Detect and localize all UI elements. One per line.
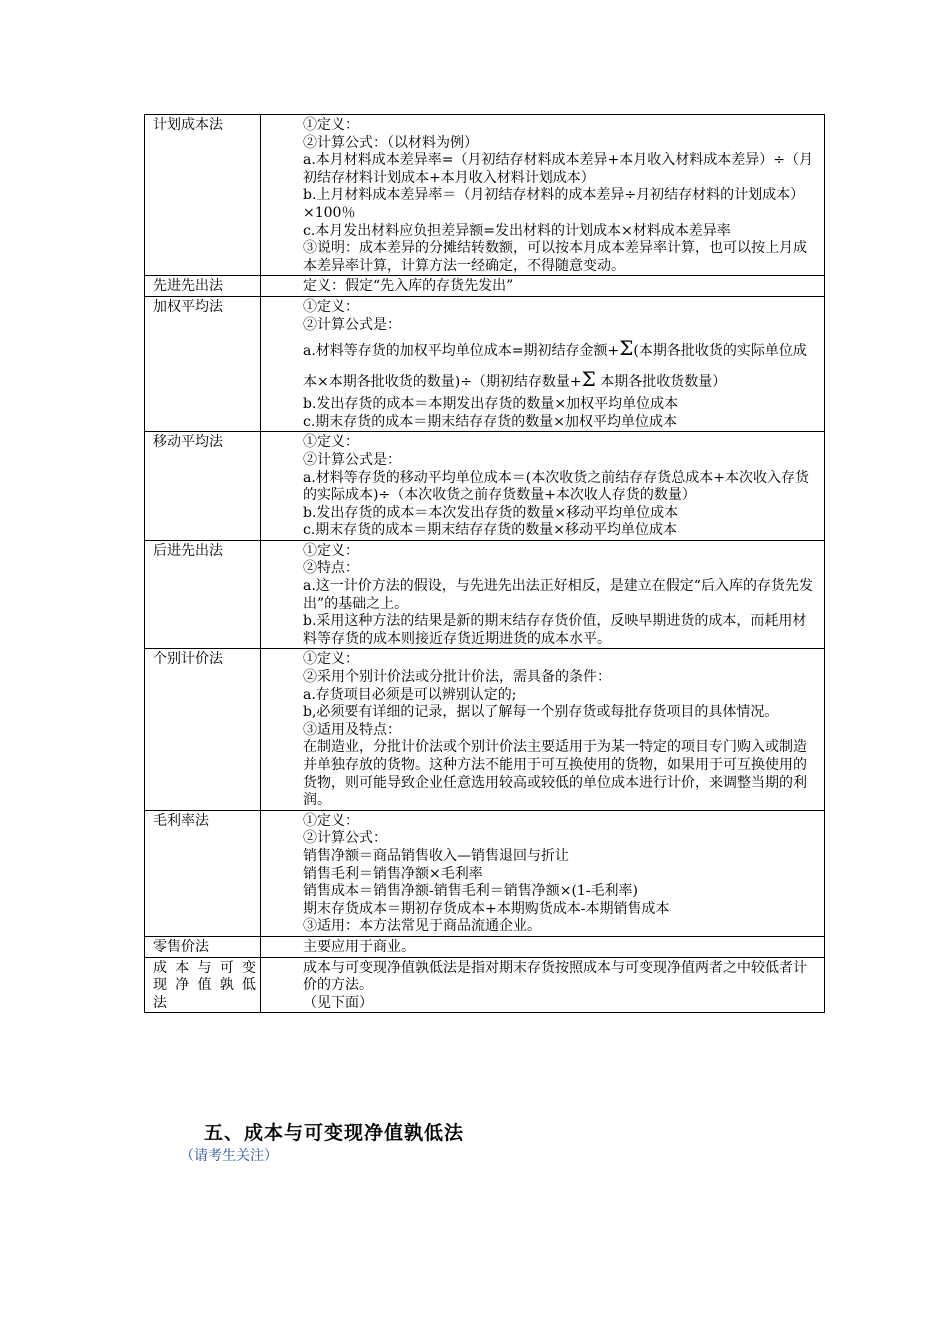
content-text: （见下面） [303, 994, 373, 1011]
content-text: 销售净额＝商品销售收入—销售退回与折让 [303, 847, 569, 864]
inventory-methods-table [144, 114, 825, 1013]
method-name: 毛利率法 [153, 812, 209, 829]
content-line [270, 522, 816, 540]
content-text: 本期各批收货数量） [595, 374, 727, 391]
content-text: c.期末存货的成本＝期末结存存货的数量×移动平均单位成本 [303, 522, 678, 539]
content-line [270, 396, 816, 414]
table-row [145, 649, 825, 810]
content-line [270, 813, 816, 831]
content-text: ①定义： [303, 651, 359, 668]
method-content-cell [261, 115, 825, 276]
content-line [270, 722, 816, 740]
method-name-cell [145, 936, 261, 957]
content-line [270, 505, 816, 523]
content-line [270, 434, 816, 452]
content-line [270, 470, 816, 505]
content-text: b.发出存货的成本＝本期发出存货的数量×加权平均单位成本 [303, 396, 679, 413]
content-text: ①定义： [303, 117, 359, 133]
table-row [145, 936, 825, 957]
method-name-cell [145, 276, 261, 297]
content-line [270, 739, 816, 809]
content-text: ①定义： [303, 298, 359, 315]
content-text: ②计算公式是： [303, 451, 401, 468]
content-line [270, 918, 816, 936]
content-line [270, 613, 816, 648]
method-name: 计划成本法 [153, 117, 223, 133]
content-text: 成本与可变现净值孰低法是指对期末存货按照成本与可变现净值两者之中较低者计价的方法。 [303, 959, 807, 994]
content-line [270, 152, 816, 187]
method-name: 加权平均法 [153, 298, 223, 315]
content-text: b.上月材料成本差异率＝（月初结存材料的成本差异÷月初结存材料的计划成本）×100％ [303, 187, 805, 221]
content-line [270, 687, 816, 705]
content-line [270, 901, 816, 919]
method-name-line: 法 [153, 994, 167, 1011]
section-note: （请考生关注） [180, 1148, 278, 1164]
content-line [270, 317, 816, 335]
content-text: ①定义： [303, 812, 359, 829]
content-text: 销售成本＝销售净额-销售毛利＝销售净额×(1-毛利率) [303, 883, 639, 900]
section-title: 五、成本与可变现净值孰低法 [204, 1122, 465, 1144]
content-text: 主要应用于商业。 [303, 938, 415, 955]
content-text: ③说明：成本差异的分摊结转数额，可以按本月成本差异率计算，也可以按上月成本差异率计算，计算方法一经确定，不得随意变动。 [303, 240, 807, 274]
content-text: a.材料等存货的移动平均单位成本＝(本次收货之前结存存货总成本+本次收入存货的实际成本)÷（本次收货之前存货数量+本次收人存货的数量） [303, 469, 809, 504]
content-text: ②特点： [303, 560, 359, 577]
content-text: a.材料等存货的加权平均单位成本=期初结存金额+ [303, 343, 620, 360]
content-text: a.存货项目必须是可以辨别认定的; [303, 686, 517, 703]
content-line [270, 334, 816, 396]
method-name-cell [145, 810, 261, 936]
content-text: a.本月材料成本差异率=（月初结存材料成本差异+本月收入材料成本差异）÷（月初结存材料计划成本+本月收入材料计划成本） [303, 152, 813, 186]
content-line [270, 830, 816, 848]
content-line [270, 651, 816, 669]
method-name-line: 现净值孰低 [153, 977, 256, 994]
table-row [145, 296, 825, 431]
sigma-symbol: Σ [581, 367, 596, 392]
content-text: c.本月发出材料应负担差异额=发出材料的计划成本×材料成本差异率 [303, 222, 731, 239]
method-name-cell [145, 540, 261, 649]
method-name: 移动平均法 [153, 434, 223, 451]
content-line [270, 543, 816, 561]
table-row [145, 432, 825, 541]
method-name: 先进先出法 [153, 278, 223, 295]
content-line [270, 117, 816, 135]
content-line [270, 669, 816, 687]
content-text: 定义：假定“先入库的存货先发出” [303, 278, 514, 295]
content-line [270, 278, 816, 296]
content-text: 销售毛利＝销售净额×毛利率 [303, 865, 483, 882]
content-line [270, 187, 816, 222]
content-text: ③适用及特点： [303, 721, 401, 738]
content-text: b.发出存货的成本＝本次发出存货的数量×移动平均单位成本 [303, 504, 679, 521]
method-name-cell [145, 115, 261, 276]
content-line [270, 960, 816, 995]
content-line [270, 995, 816, 1013]
sigma-symbol: Σ [619, 336, 634, 361]
content-text: ①定义： [303, 542, 359, 559]
method-name: 后进先出法 [153, 542, 223, 559]
content-text: ②计算公式：（以材料为例） [303, 134, 478, 151]
content-text: 期末存货成本＝期初存货成本+本期购货成本-本期销售成本 [303, 900, 670, 917]
table-row [145, 810, 825, 936]
content-line [270, 883, 816, 901]
table-row [145, 540, 825, 649]
content-text: ②计算公式： [303, 830, 387, 847]
content-line [270, 939, 816, 957]
content-line [270, 848, 816, 866]
method-content-cell [261, 540, 825, 649]
content-text: ③适用：本方法常见于商品流通企业。 [303, 918, 541, 935]
method-name-line: 成本与可变 [153, 959, 256, 976]
method-name-cell [145, 296, 261, 431]
content-text: c.期末存货的成本＝期末结存存货的数量×加权平均单位成本 [303, 413, 678, 430]
content-text: 在制造业，分批计价法或个别计价法主要适用于为某一特定的项目专门购入或制造并单独存放的货物。这种方法不能用于可互换使用的货物，如果用于可互换使用的货物，则可能导致企业任意选用较高或较低的单位成本进行计价，来调整当期的利润。 [303, 739, 807, 809]
method-name-cell [145, 957, 261, 1013]
method-content-cell [261, 810, 825, 936]
content-line [270, 578, 816, 613]
content-line [270, 560, 816, 578]
method-name: 零售价法 [153, 938, 209, 955]
content-text: ①定义： [303, 434, 359, 451]
table-row [145, 276, 825, 297]
content-line [270, 866, 816, 884]
method-name: 个别计价法 [153, 651, 223, 668]
table-row [145, 957, 825, 1013]
content-line [270, 414, 816, 432]
table-body [145, 115, 825, 1013]
content-text: b.采用这种方法的结果是新的期末结存存货价值，反映早期进货的成本，而耗用材料等存货的成本则接近存货近期进货的成本水平。 [303, 613, 807, 647]
content-line [270, 240, 816, 275]
content-text: b,必须要有详细的记录，据以了解每一个别存货或每批存货项目的具体情况。 [303, 704, 779, 721]
content-text: ②计算公式是： [303, 316, 401, 333]
method-name-cell [145, 649, 261, 810]
method-content-cell [261, 432, 825, 541]
content-line [270, 135, 816, 153]
method-content-cell [261, 957, 825, 1013]
content-line [270, 223, 816, 241]
method-content-cell [261, 649, 825, 810]
method-content-cell [261, 276, 825, 297]
method-name-cell [145, 432, 261, 541]
table-row [145, 115, 825, 276]
content-text: (本期各批收货的实际单位成本×本期各批收货的数量)÷（期初结存数量+ [303, 343, 807, 391]
method-content-cell [261, 936, 825, 957]
method-content-cell [261, 296, 825, 431]
content-line [270, 452, 816, 470]
content-text: a.这一计价方法的假设，与先进先出法正好相反，是建立在假定“后入库的存货先发出”的基础之上。 [303, 578, 813, 612]
content-line [270, 704, 816, 722]
content-text: ②采用个别计价法或分批计价法，需具备的条件： [303, 669, 611, 686]
content-line [270, 299, 816, 317]
